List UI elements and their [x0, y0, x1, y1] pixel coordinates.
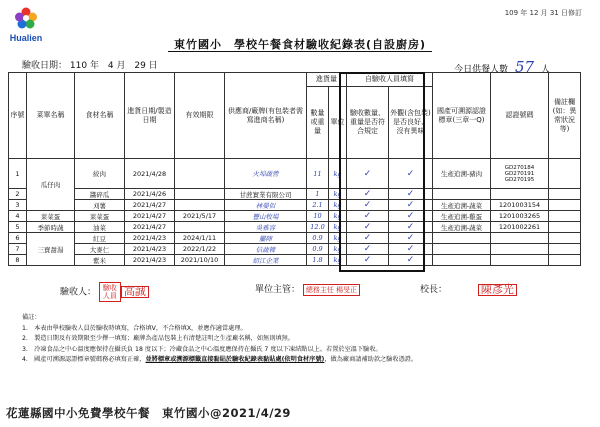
unit-head-stamp: 總務主任 楊旻正 [303, 284, 360, 296]
footer-caption: 花蓮縣國中小免費學校午餐 東竹國小@2021/4/29 [6, 406, 291, 420]
notes-label: 備註： [22, 314, 41, 321]
header-supplier: 供應商/廠牌(有包裝者需寫進商名稱) [225, 73, 307, 159]
row-qty: 11 [307, 159, 329, 189]
header-seq: 序號 [9, 73, 27, 159]
header-expiry: 有效期限 [175, 73, 225, 159]
principal-signature: 校長： 陳彥光 [420, 282, 517, 296]
revision-date: 109 年 12 月 31 日修訂 [504, 9, 582, 17]
meal-count: 今日供餐人數 57 人 [454, 58, 550, 76]
receiver-signature: 驗收人： 驗收 人員 高誠 [60, 282, 149, 302]
table-row: 4 莱菜蛋 莱菜蛋 2021/4/27 2021/5/17 豐山牧場 10 kg ✓ ✓ 生產追溯-雞蛋 1201003265 [9, 211, 581, 222]
header-date: 進貨日期/製造日期 [125, 73, 175, 159]
header-unit: 單位 [329, 87, 347, 159]
table-row: 3 刈薯 2021/4/27 林晏似 2.1 kg ✓ ✓ 生產追溯-蔬菜 1201003154 [9, 200, 581, 211]
meal-count-value: 57 [515, 58, 535, 76]
header-qty: 數量或重量 [307, 87, 329, 159]
inspection-date: 驗收日期： 110 年 4 月 29 日 [22, 61, 158, 71]
table-row: 8 紫米 2021/4/23 2021/10/10 紹江企業 1.8 kg ✓ ✓ [9, 255, 581, 266]
row-unit: kg [329, 159, 347, 189]
row-expiry [175, 159, 225, 189]
principal-stamp: 陳彥光 [478, 284, 517, 296]
row-ingredient: 絞肉 [75, 159, 125, 189]
unit-head-signature: 單位主管： 總務主任 楊旻正 [255, 282, 360, 296]
page-title: 東竹國小 學校午餐食材驗收紀錄表(自設廚房) [0, 36, 600, 52]
row-cert: GD270184 GD270191 GD270195 [491, 159, 549, 189]
header-self-look: 外觀(含包裝)是否良好、沒有異味 [389, 87, 433, 159]
table-row: 6 三寶甜湯 紅豆 2021/4/23 2024/1/11 屬陣 0.9 kg ✓ ✓ [9, 233, 581, 244]
row-check-look: ✓ [389, 159, 433, 189]
receiver-name-stamp: 高誠 [121, 286, 149, 298]
row-supplier: 火埠蔬營 [225, 159, 307, 189]
table-row: 2 醬碎瓜 2021/4/26 甘蔗實業有限公司 1 kg ✓ ✓ [9, 189, 581, 200]
header-self-qty: 驗收數量、重量是否符合規定 [347, 87, 389, 159]
table-row: 7 大麥仁 2021/4/23 2022/1/22 信蔬韓 0.9 kg ✓ ✓ [9, 244, 581, 255]
header-self-group: 自驗收人員填寫 [347, 73, 433, 87]
row-trace: 生產追溯-豬肉 [433, 159, 491, 189]
header-trace: 國產可溯源認證標章(三章一Q) [433, 73, 491, 159]
row-remark [549, 159, 581, 189]
header-cert: 認證號碼 [491, 73, 549, 159]
logo-text: Hualien [9, 33, 43, 43]
receiver-stamp: 驗收 人員 [99, 282, 121, 302]
row-seq: 1 [9, 159, 27, 189]
row-check-qty: ✓ [347, 159, 389, 189]
header-remark: 備註欄(如：異常狀況等) [549, 73, 581, 159]
row-date: 2021/4/28 [125, 159, 175, 189]
table-row [9, 159, 581, 189]
table-row: 5 季節時蔬 油菜 2021/4/27 吳雅容 12.0 kg ✓ ✓ 生產追溯-蔬菜 1201002261 [9, 222, 581, 233]
row-dish: 瓜仔肉 [27, 159, 75, 211]
header-ingredient: 食材名稱 [75, 73, 125, 159]
header-qty-group: 進貨量 [307, 73, 347, 87]
notes: 備註： 1. 本表由學校驗收人員於驗收時填寫，合格填V，不合格填X，並應作適當處理。 2. 製造日期及有效期限至少擇一填寫；廠牌為產品包裝上有清楚註明之生產廠名稱，如無則填無。 3. 冷凍食品之中心溫度應保持在攝氏負 18 度以下；冷藏食品之中心溫度應保持在攝氏 7 度以下凍結點以上。若置於室溫下驗收。 4. 國產可溯源認證標章號碼務必填寫正確，並將標章或溯源標籤直接黏貼於驗收紀錄表黏貼處(依明食材序號)，做為廠商請補助款之驗收憑證。 [22, 313, 582, 366]
header-dish: 菜單名稱 [27, 73, 75, 159]
flower-logo-icon [14, 6, 38, 30]
inspection-table [8, 72, 580, 272]
